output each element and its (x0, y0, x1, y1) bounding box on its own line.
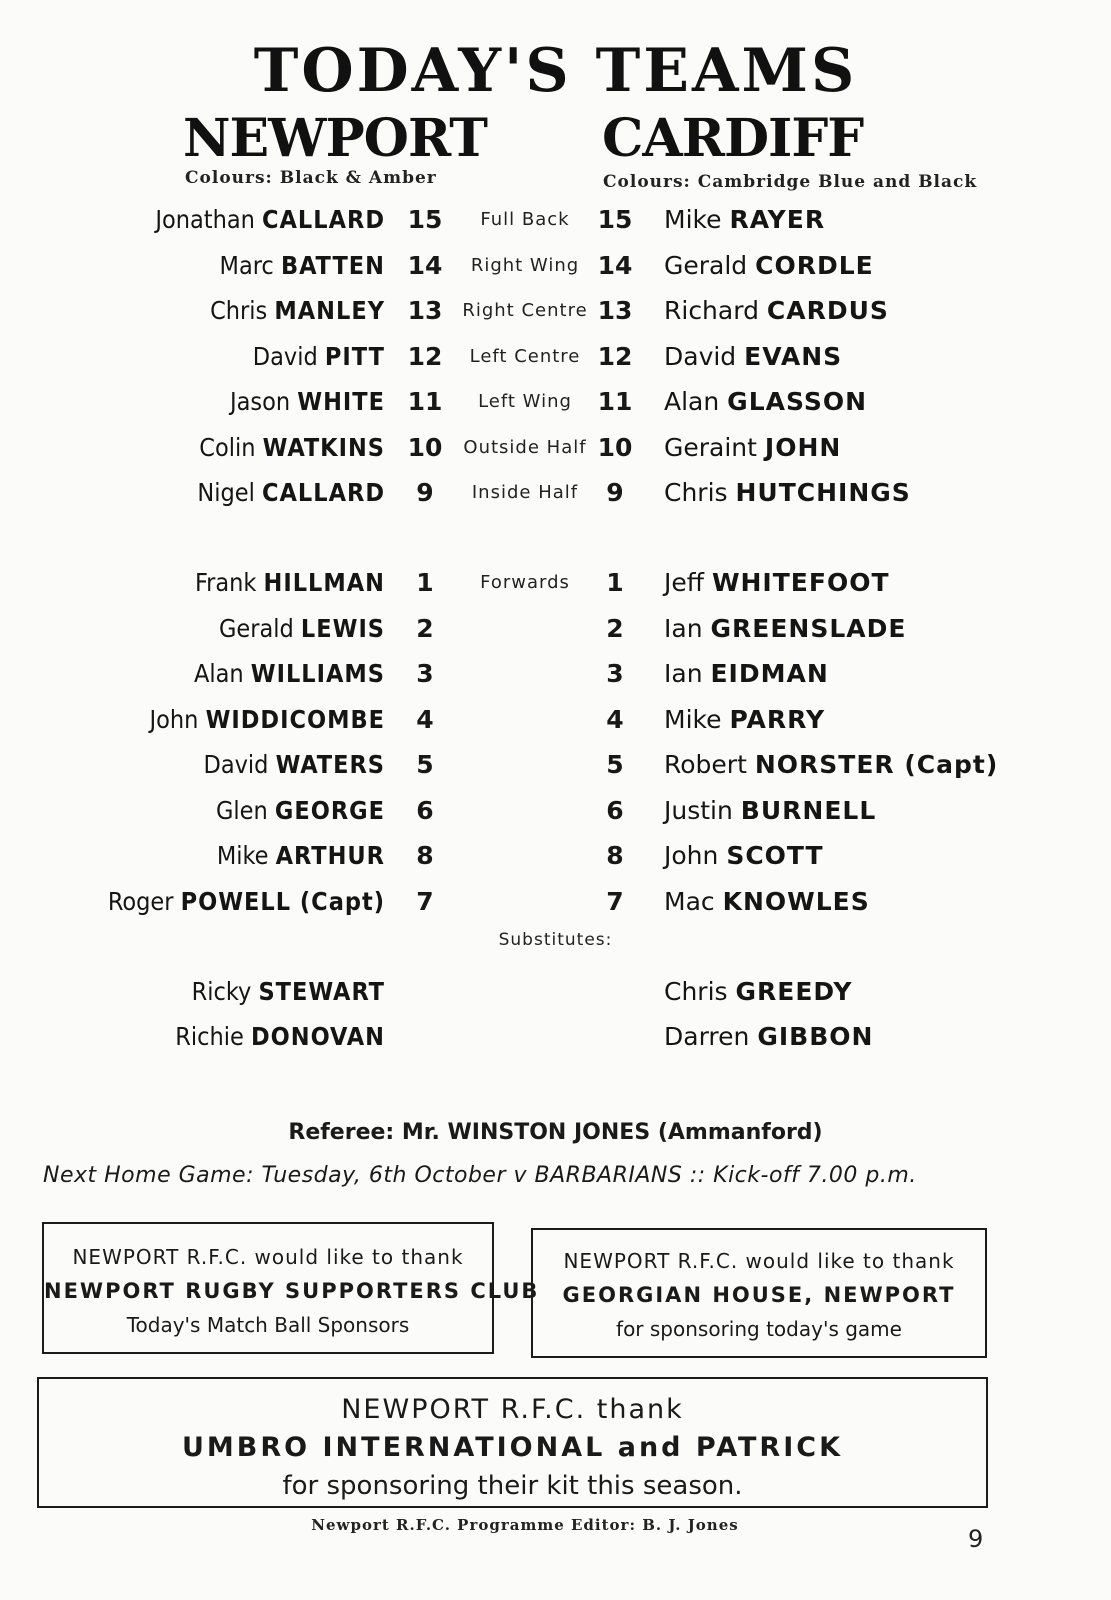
first-name: Alan (193, 659, 251, 688)
first-name: Ricky (191, 977, 259, 1006)
first-name: Roger (107, 886, 181, 916)
forward-row (0, 705, 1111, 745)
surname: RAYER (729, 205, 826, 234)
forward-row (0, 887, 1111, 927)
home-player (150, 705, 385, 734)
first-name: Mac (664, 886, 723, 916)
surname: WHITEFOOT (711, 568, 890, 597)
away-jersey-number: 2 (606, 613, 624, 643)
away-jersey-number: 3 (606, 659, 624, 688)
away-player (664, 887, 870, 916)
surname: CARDUS (766, 296, 889, 325)
position-label: Inside Half (471, 482, 579, 503)
first-name: Darren (664, 1022, 758, 1051)
first-name: Jason (229, 387, 298, 416)
surname: PITT (324, 341, 385, 371)
home-player (194, 659, 385, 688)
surname: GIBBON (757, 1022, 874, 1051)
box-right-line-1: NEWPORT R.F.C. would like to thank (563, 1249, 955, 1273)
surname: LEWIS (300, 613, 385, 643)
position-label: Left Wing (478, 391, 572, 412)
away-player (664, 1022, 873, 1051)
referee-line: Referee: Mr. WINSTON JONES (Ammanford) (288, 1120, 823, 1145)
box-right-line-3: for sponsoring today's game (616, 1317, 902, 1341)
home-player (192, 977, 385, 1006)
surname: JOHN (764, 432, 842, 462)
away-jersey-number: 7 (606, 886, 624, 916)
surname: SCOTT (726, 841, 824, 870)
away-jersey-number: 11 (597, 387, 633, 416)
away-player (664, 705, 825, 734)
away-jersey-number: 8 (606, 841, 624, 870)
home-player (210, 296, 385, 325)
surname: BATTEN (280, 250, 385, 280)
first-name: David (203, 750, 276, 779)
away-player (664, 433, 841, 462)
surname: WHITE (297, 387, 385, 416)
first-name: Mike (216, 841, 276, 870)
surname: HILLMAN (263, 568, 385, 597)
home-jersey-number: 11 (407, 387, 443, 416)
first-name: Gerald (664, 250, 756, 280)
surname: EVANS (744, 341, 843, 371)
home-player (230, 387, 385, 416)
away-jersey-number: 9 (606, 478, 624, 507)
surname: HUTCHINGS (735, 478, 911, 507)
home-jersey-number: 1 (416, 568, 434, 597)
surname: PARRY (729, 704, 826, 734)
away-player (664, 568, 890, 597)
first-name: Ian (664, 659, 711, 688)
first-name: Gerald (218, 613, 301, 643)
away-jersey-number: 12 (597, 341, 633, 371)
first-name: John (149, 704, 206, 734)
away-player (664, 205, 825, 234)
first-name: Chris (210, 296, 275, 325)
first-name: Justin (664, 795, 741, 825)
surname: GLASSON (727, 387, 868, 416)
page-title: TODAY'S TEAMS (253, 36, 858, 106)
surname: STEWART (258, 977, 385, 1006)
surname: POWELL (Capt) (180, 886, 385, 916)
home-player (216, 796, 385, 825)
next-home-game: Next Home Game: Tuesday, 6th October v BARBARIANS :: Kick-off 7.00 p.m. (43, 1163, 917, 1188)
home-jersey-number: 7 (416, 886, 434, 916)
position-label: Left Centre (469, 345, 581, 367)
away-player (664, 796, 876, 825)
surname: GREENSLADE (710, 613, 907, 643)
surname: WATKINS (262, 432, 385, 462)
first-name: Jeff (664, 568, 712, 597)
away-player (664, 841, 824, 870)
first-name: Chris (664, 478, 736, 507)
first-name: Marc (219, 250, 281, 280)
away-player (664, 296, 889, 325)
home-player (204, 750, 386, 779)
home-player (219, 614, 385, 643)
surname: WILLIAMS (250, 659, 385, 688)
programme-editor-credit: Newport R.F.C. Programme Editor: B. J. Jones (311, 1516, 739, 1534)
home-jersey-number: 4 (416, 704, 434, 734)
away-jersey-number: 15 (597, 205, 633, 234)
back-row (0, 251, 1111, 291)
forward-row (0, 614, 1111, 654)
box-bottom-line-2: UMBRO INTERNATIONAL and PATRICK (182, 1432, 843, 1463)
first-name: Robert (664, 750, 755, 779)
home-jersey-number: 12 (407, 341, 443, 371)
first-name: David (252, 341, 325, 371)
first-name: David (664, 341, 745, 371)
box-right-line-2: GEORGIAN HOUSE, NEWPORT (562, 1283, 956, 1307)
home-player (253, 342, 385, 371)
home-jersey-number: 9 (416, 478, 434, 507)
first-name: Richie (175, 1022, 251, 1051)
home-player (195, 568, 385, 597)
first-name: Chris (664, 977, 736, 1006)
home-player (155, 205, 385, 234)
away-team-colours: Colours: Cambridge Blue and Black (603, 172, 978, 192)
georgian-house-thanks-box (531, 1228, 987, 1358)
away-player (664, 614, 906, 643)
away-player (664, 977, 852, 1006)
supporters-club-thanks-box (42, 1222, 540, 1354)
home-jersey-number: 14 (407, 250, 443, 280)
surname: GREEDY (735, 977, 853, 1006)
surname: MANLEY (274, 296, 385, 325)
surname: CORDLE (755, 250, 874, 280)
away-jersey-number: 6 (606, 795, 624, 825)
away-player (664, 387, 867, 416)
home-jersey-number: 6 (416, 795, 434, 825)
home-jersey-number: 5 (416, 750, 434, 779)
surname: ARTHUR (275, 841, 385, 870)
away-player (664, 342, 842, 371)
forward-row (0, 750, 1111, 790)
back-row (0, 433, 1111, 473)
first-name: Mike (664, 704, 730, 734)
first-name: Richard (664, 296, 767, 325)
forward-row (0, 659, 1111, 699)
substitute-row (0, 1022, 1111, 1062)
first-name: Glen (215, 795, 275, 825)
position-label: Right Centre (462, 300, 588, 321)
box-left-line-3: Today's Match Ball Sponsors (126, 1313, 410, 1337)
away-jersey-number: 4 (606, 704, 624, 734)
away-jersey-number: 14 (597, 250, 633, 280)
away-team-name: CARDIFF (602, 108, 864, 169)
home-jersey-number: 15 (407, 205, 443, 234)
home-player (220, 251, 385, 280)
home-jersey-number: 10 (407, 432, 443, 462)
away-jersey-number: 10 (597, 432, 633, 462)
first-name: Ian (664, 613, 711, 643)
home-player (217, 841, 385, 870)
home-player (197, 478, 385, 507)
surname: CALLARD (262, 478, 385, 507)
box-left-line-2: NEWPORT RUGBY SUPPORTERS CLUB (44, 1279, 540, 1303)
home-player (108, 887, 385, 916)
surname: NORSTER (Capt) (754, 750, 999, 779)
away-jersey-number: 5 (606, 750, 624, 779)
back-row (0, 342, 1111, 382)
first-name: John (664, 841, 727, 870)
away-jersey-number: 13 (597, 296, 633, 325)
first-name: Nigel (197, 478, 263, 507)
back-row (0, 205, 1111, 245)
forward-row (0, 796, 1111, 836)
box-bottom-line-3: for sponsoring their kit this season. (282, 1471, 743, 1501)
surname: WATERS (275, 750, 385, 779)
substitute-row (0, 977, 1111, 1017)
substitutes-label: Substitutes: (498, 930, 613, 950)
back-row (0, 387, 1111, 427)
first-name: Geraint (664, 432, 765, 462)
surname: EIDMAN (710, 659, 829, 688)
home-player (175, 1022, 385, 1051)
away-player (664, 478, 911, 507)
forward-row (0, 841, 1111, 881)
surname: DONOVAN (250, 1022, 385, 1051)
back-row (0, 478, 1111, 518)
surname: GEORGE (274, 795, 385, 825)
page-number: 9 (968, 1525, 984, 1553)
home-team-name: NEWPORT (183, 108, 487, 169)
box-left-line-1: NEWPORT R.F.C. would like to thank (72, 1245, 464, 1269)
away-player (664, 750, 998, 779)
surname: CALLARD (262, 205, 385, 234)
first-name: Jonathan (155, 205, 263, 234)
first-name: Mike (664, 205, 730, 234)
away-player (664, 659, 829, 688)
box-bottom-line-1: NEWPORT R.F.C. thank (341, 1394, 684, 1425)
first-name: Colin (199, 432, 263, 462)
surname: KNOWLES (722, 886, 870, 916)
forwards-label: Forwards (480, 572, 570, 593)
home-jersey-number: 3 (416, 659, 434, 688)
home-jersey-number: 2 (416, 613, 434, 643)
position-label: Full Back (480, 209, 570, 230)
home-jersey-number: 13 (407, 296, 443, 325)
back-row (0, 296, 1111, 336)
forward-row (0, 568, 1111, 608)
first-name: Alan (664, 387, 728, 416)
position-label: Right Wing (470, 254, 580, 276)
kit-sponsor-thanks-box (37, 1377, 988, 1508)
home-player (199, 433, 385, 462)
surname: WIDDICOMBE (205, 704, 385, 734)
home-jersey-number: 8 (416, 841, 434, 870)
home-team-colours: Colours: Black & Amber (185, 168, 437, 188)
away-player (664, 251, 874, 280)
surname: BURNELL (740, 795, 877, 825)
first-name: Frank (194, 568, 264, 597)
position-label: Outside Half (463, 436, 587, 458)
away-jersey-number: 1 (606, 568, 624, 597)
